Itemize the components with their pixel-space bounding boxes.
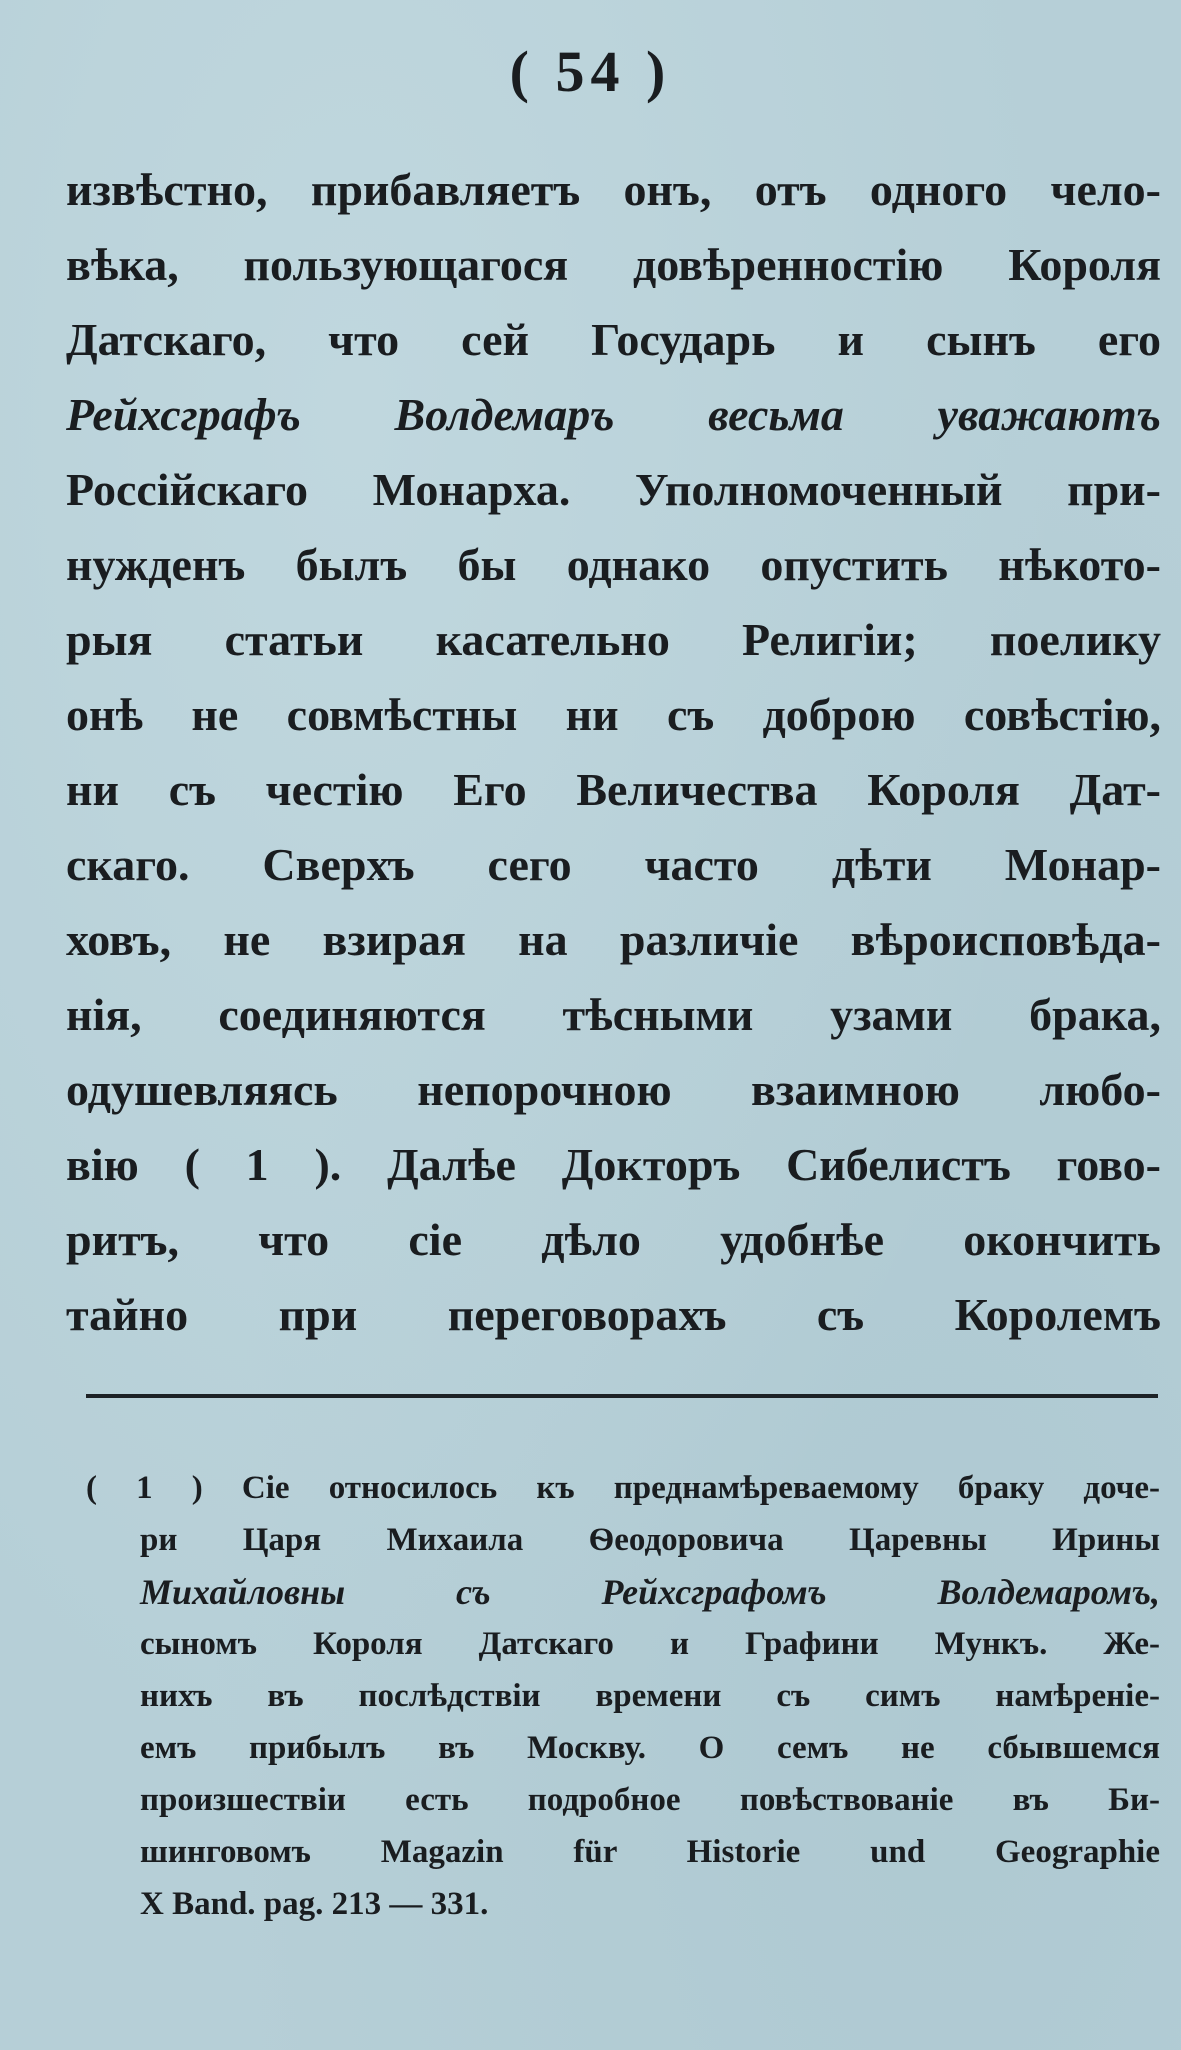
body-line: вію ( 1 ). Далѣе Докторъ Сибелистъ гово- [66, 1139, 1161, 1190]
body-line: одушевляясь непорочною взаимною любо- [66, 1064, 1161, 1115]
body-line: вѣка, пользующагося довѣренностію Короля [66, 239, 1161, 290]
body-line: нужденъ былъ бы однако опустить нѣкото- [66, 539, 1161, 590]
body-text [66, 152, 1161, 1352]
footnote-line: емъ прибылъ въ Москву. О семъ не сбывшемся [140, 1730, 1160, 1766]
body-line: рыя статьи касательно Религіи; поелику [66, 614, 1161, 665]
footnote-line: сыномъ Короля Датскаго и Графини Мункъ. Же- [140, 1626, 1160, 1662]
body-line: тайно при переговорахъ съ Королемъ [66, 1289, 1161, 1340]
body-line: скаго. Сверхъ сего часто дѣти Монар- [66, 839, 1161, 890]
footnote-line: нихъ въ послѣдствіи времени съ симъ намѣреніе- [140, 1678, 1160, 1714]
body-line: ховъ, не взирая на различіе вѣроисповѣда- [66, 914, 1161, 965]
body-line: ритъ, что сіе дѣло удобнѣе окончить [66, 1214, 1161, 1265]
footnote [86, 1462, 1160, 1930]
footnote-line: шинговомъ Magazin für Historie und Geographie [140, 1834, 1160, 1870]
footnote-line: произшествіи есть подробное повѣствованіе въ Би- [140, 1782, 1160, 1818]
body-line: Россійскаго Монарха. Уполномоченный при- [66, 464, 1161, 515]
body-line: извѣстно, прибавляетъ онъ, отъ одного чело- [66, 164, 1161, 215]
footnote-line: ри Царя Михаила Ѳеодоровича Царевны Ирины [140, 1522, 1160, 1558]
body-line: Рейхсграфъ Волдемаръ весьма уважаютъ [66, 389, 1161, 440]
footnote-line: Михайловны съ Рейхсграфомъ Волдемаромъ, [140, 1572, 1160, 1612]
footnote-line: ( 1 ) Сіе относилось къ преднамѣреваемому браку доче- [86, 1470, 1160, 1506]
body-line: нія, соединяются тѣсными узами брака, [66, 989, 1161, 1040]
body-line: ни съ честію Его Величества Короля Дат- [66, 764, 1161, 815]
body-line: Датскаго, что сей Государь и сынъ его [66, 314, 1161, 365]
footnote-line: X Band. pag. 213 — 331. [140, 1886, 489, 1922]
footnote-divider [86, 1394, 1158, 1398]
page-number: ( 54 ) [509, 39, 672, 104]
body-line: онѣ не совмѣстны ни съ доброю совѣстію, [66, 689, 1161, 740]
